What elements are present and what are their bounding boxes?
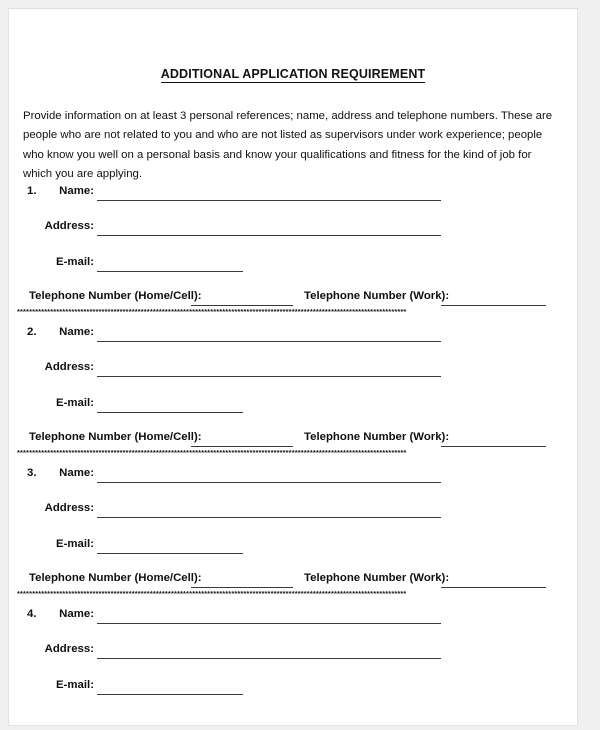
address-row bbox=[9, 643, 577, 661]
address-input[interactable] bbox=[97, 376, 441, 377]
telephone-work-label: Telephone Number (Work): bbox=[304, 431, 450, 443]
email-row bbox=[9, 256, 577, 274]
address-row bbox=[9, 220, 577, 238]
name-label: Name: bbox=[59, 326, 94, 338]
address-input[interactable] bbox=[97, 517, 441, 518]
telephone-work-input[interactable] bbox=[441, 587, 546, 588]
name-label: Name: bbox=[59, 608, 94, 620]
address-label: Address: bbox=[44, 643, 94, 655]
email-row bbox=[9, 538, 577, 556]
telephone-home-label: Telephone Number (Home/Cell): bbox=[29, 572, 202, 584]
telephone-home-input[interactable] bbox=[191, 446, 293, 447]
reference-number: 1. bbox=[27, 185, 37, 197]
email-row bbox=[9, 679, 577, 697]
email-label: E-mail: bbox=[56, 256, 94, 268]
telephone-work-label: Telephone Number (Work): bbox=[304, 290, 450, 302]
telephone-home-input[interactable] bbox=[191, 305, 293, 306]
page-title bbox=[9, 67, 577, 81]
name-label: Name: bbox=[59, 467, 94, 479]
telephone-home-label: Telephone Number (Home/Cell): bbox=[29, 431, 202, 443]
address-label: Address: bbox=[44, 361, 94, 373]
name-row bbox=[9, 185, 577, 203]
name-row bbox=[9, 467, 577, 485]
address-row bbox=[9, 502, 577, 520]
email-label: E-mail: bbox=[56, 679, 94, 691]
name-row bbox=[9, 326, 577, 344]
email-label: E-mail: bbox=[56, 538, 94, 550]
email-input[interactable] bbox=[97, 271, 243, 272]
reference-number: 2. bbox=[27, 326, 37, 338]
email-row bbox=[9, 397, 577, 415]
name-input[interactable] bbox=[97, 482, 441, 483]
address-row bbox=[9, 361, 577, 379]
telephone-row bbox=[9, 431, 577, 449]
address-input[interactable] bbox=[97, 658, 441, 659]
name-label: Name: bbox=[59, 185, 94, 197]
name-input[interactable] bbox=[97, 623, 441, 624]
address-input[interactable] bbox=[97, 235, 441, 236]
email-label: E-mail: bbox=[56, 397, 94, 409]
page-title-text: ADDITIONAL APPLICATION REQUIREMENT bbox=[160, 67, 426, 81]
address-label: Address: bbox=[44, 502, 94, 514]
email-input[interactable] bbox=[97, 694, 243, 695]
name-input[interactable] bbox=[97, 341, 441, 342]
name-row bbox=[9, 608, 577, 626]
address-label: Address: bbox=[44, 220, 94, 232]
name-input[interactable] bbox=[97, 200, 441, 201]
email-input[interactable] bbox=[97, 553, 243, 554]
telephone-home-input[interactable] bbox=[191, 587, 293, 588]
telephone-row bbox=[9, 572, 577, 590]
reference-number: 4. bbox=[27, 608, 37, 620]
email-input[interactable] bbox=[97, 412, 243, 413]
section-divider-3: ********************************************************************************************************************************* bbox=[17, 590, 407, 598]
telephone-work-input[interactable] bbox=[441, 446, 546, 447]
telephone-work-label: Telephone Number (Work): bbox=[304, 572, 450, 584]
document-page bbox=[8, 8, 578, 726]
section-divider-2: ********************************************************************************************************************************* bbox=[17, 449, 407, 457]
instructions-paragraph: Provide information on at least 3 personal references; name, address and telephone numbers. These are people who are not related to you and who are not listed as supervisors under work experience; people who know you well on a personal basis and know your qualifications and fitness for the kind of job for which you are applying. bbox=[23, 110, 553, 181]
telephone-work-input[interactable] bbox=[441, 305, 546, 306]
reference-number: 3. bbox=[27, 467, 37, 479]
section-divider-1: ********************************************************************************************************************************* bbox=[17, 308, 407, 316]
telephone-home-label: Telephone Number (Home/Cell): bbox=[29, 290, 202, 302]
telephone-row bbox=[9, 290, 577, 308]
